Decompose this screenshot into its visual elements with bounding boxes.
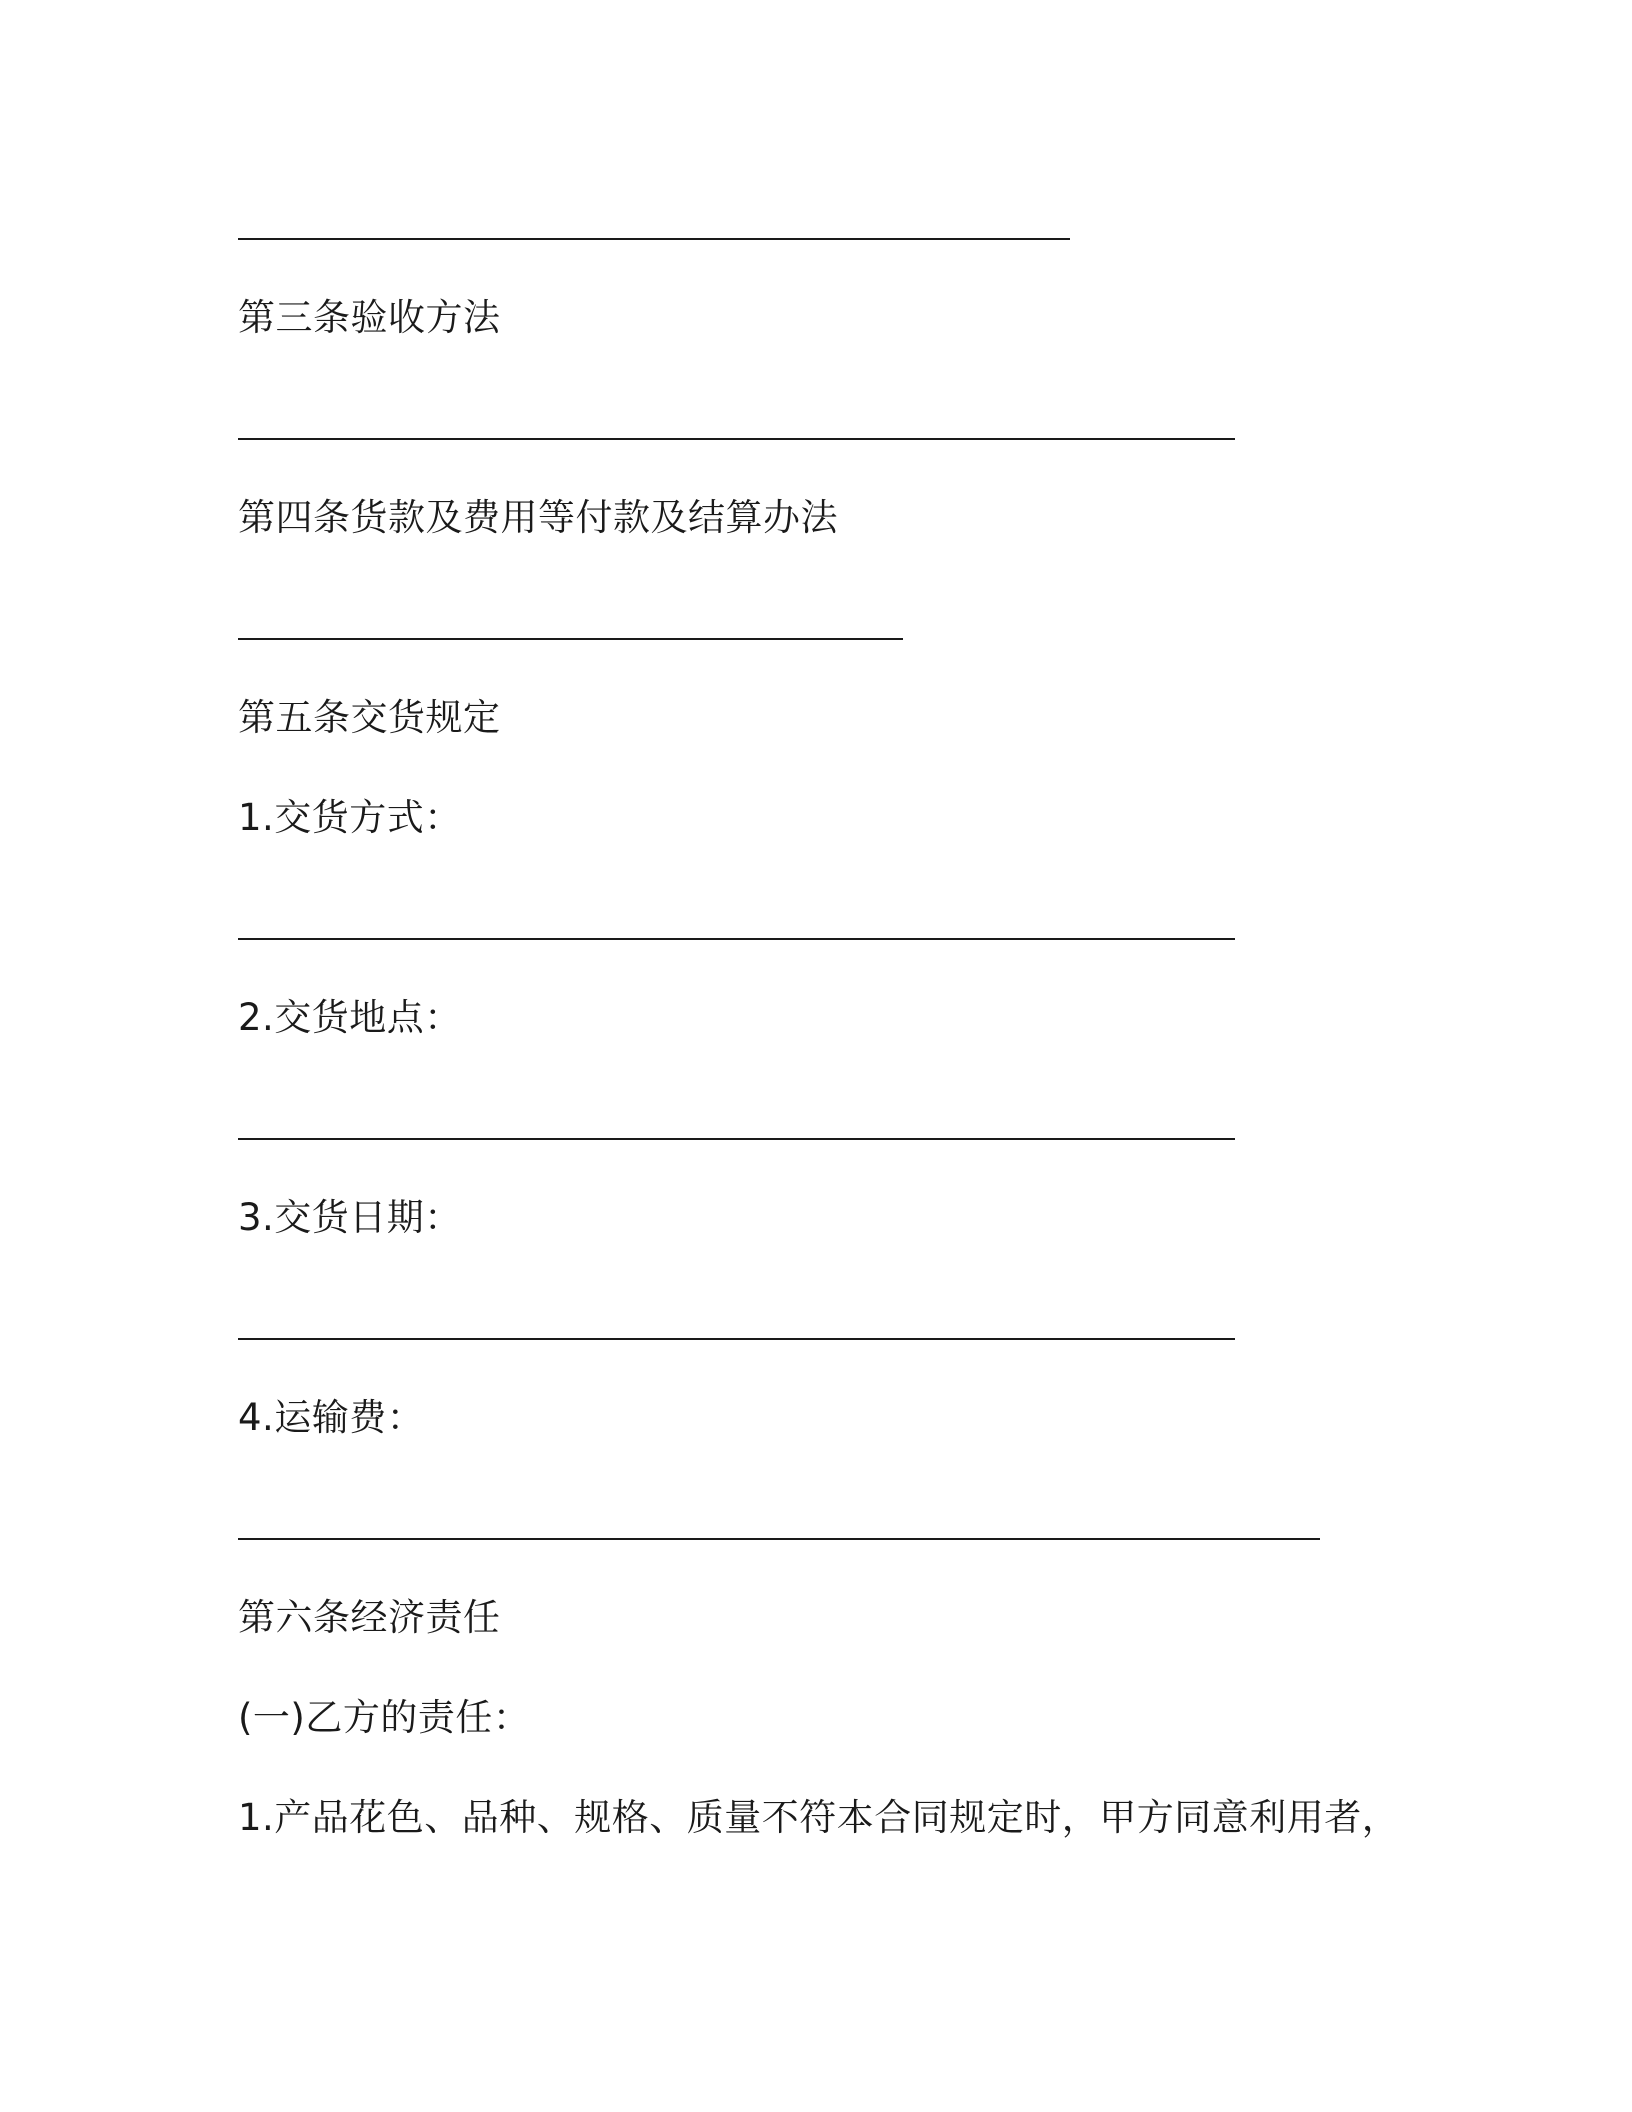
fill-in-blank-line	[238, 1538, 1320, 1540]
fill-in-blank-line	[238, 1138, 1235, 1140]
party-b-duties-heading: (一)乙方的责任：	[238, 1696, 531, 1739]
delivery-place-label: 2.交货地点：	[238, 996, 462, 1039]
fill-in-blank-line	[238, 638, 903, 640]
delivery-method-label: 1.交货方式：	[238, 796, 462, 839]
fill-in-blank-line	[238, 438, 1235, 440]
article-6-title: 第六条经济责任	[238, 1596, 501, 1639]
fill-in-blank-line	[238, 938, 1235, 940]
duty-item-1: 1.产品花色、品种、规格、质量不符本合同规定时，甲方同意利用者，	[238, 1796, 1400, 1839]
fill-in-blank-line	[238, 238, 1070, 240]
delivery-date-label: 3.交货日期：	[238, 1196, 462, 1239]
article-3-title: 第三条验收方法	[238, 296, 501, 339]
fill-in-blank-line	[238, 1338, 1235, 1340]
article-4-title: 第四条货款及费用等付款及结算办法	[238, 496, 838, 539]
transport-fee-label: 4.运输费：	[238, 1396, 425, 1439]
article-5-title: 第五条交货规定	[238, 696, 501, 739]
